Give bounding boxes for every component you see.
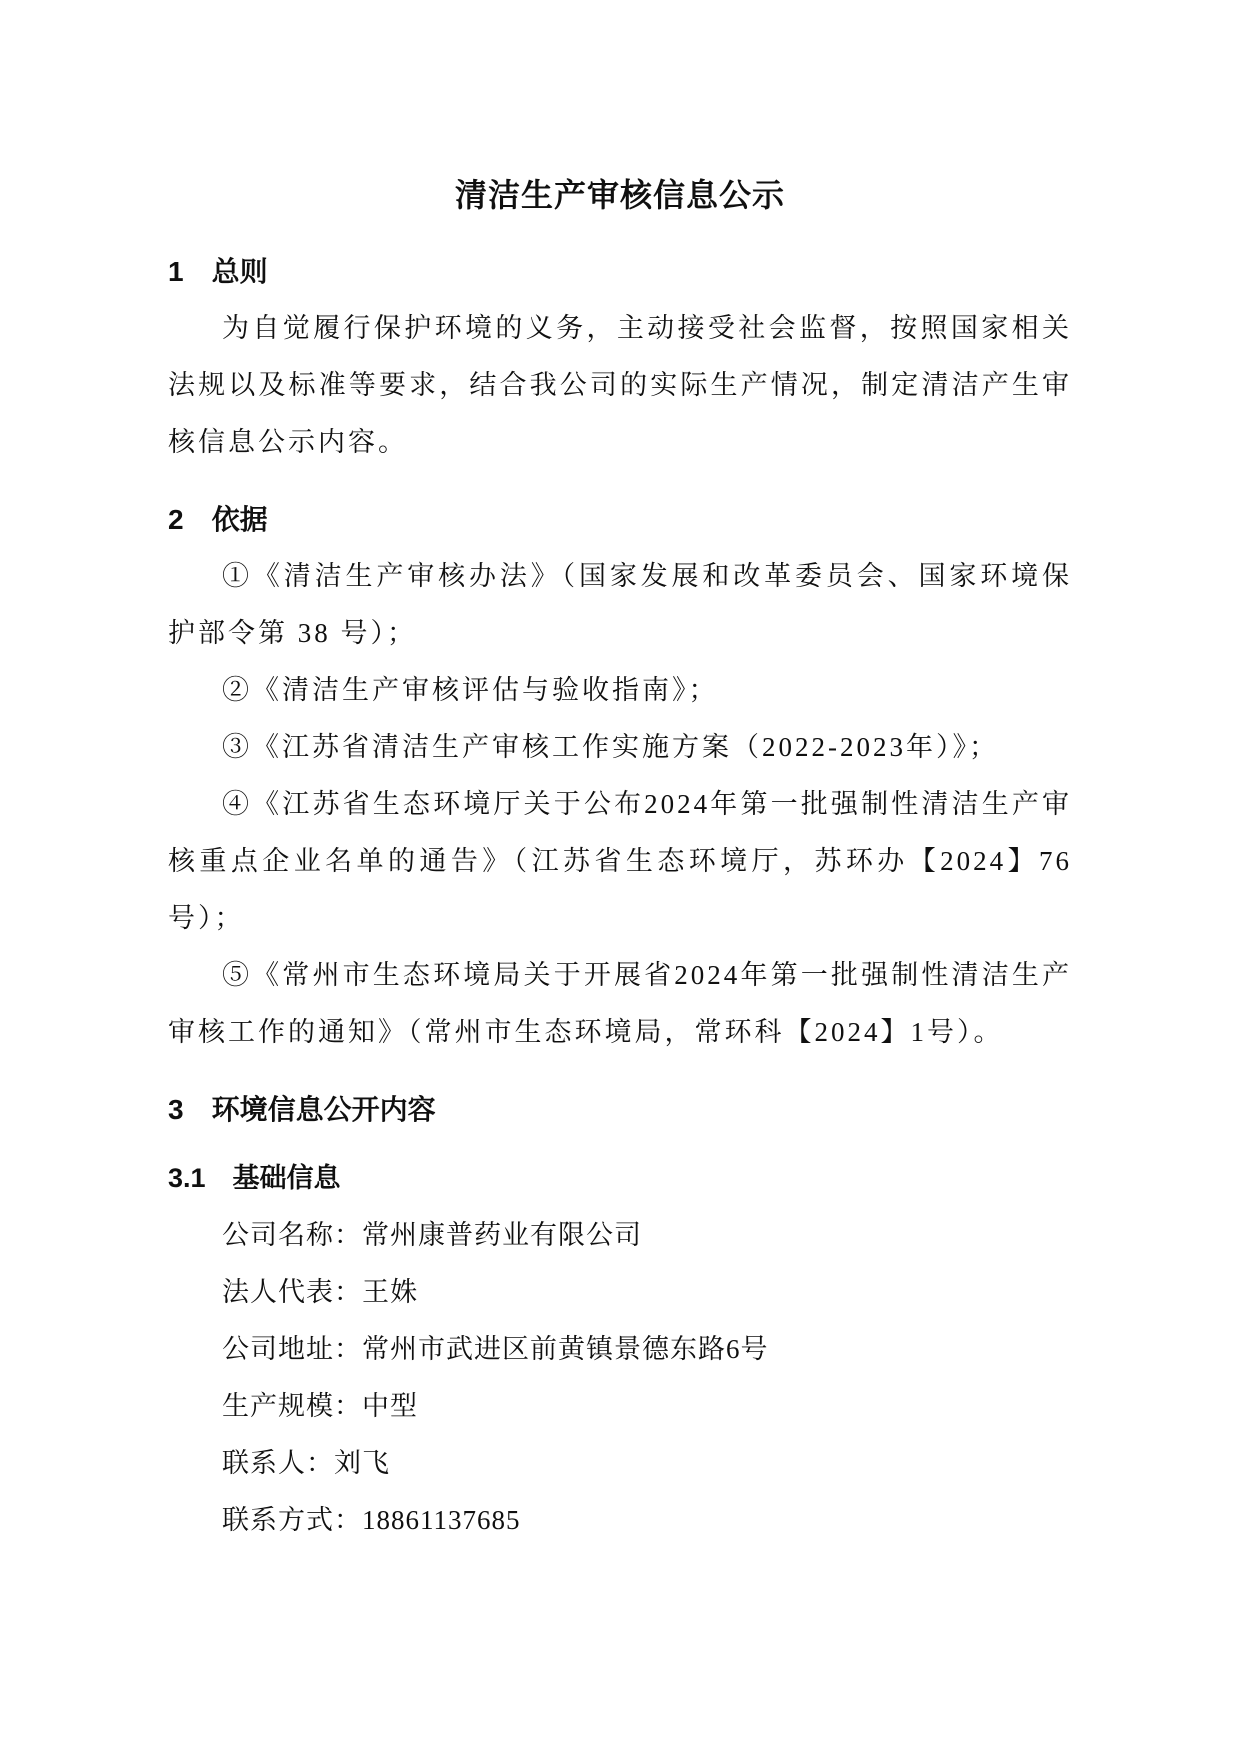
field-label: 公司名称： xyxy=(222,1220,362,1250)
field-value: 常州康普药业有限公司 xyxy=(362,1220,642,1250)
section-3-heading: 3 环境信息公开内容 xyxy=(168,1094,436,1125)
field-value: 刘飞 xyxy=(334,1448,390,1478)
field-value: 常州市武进区前黄镇景德东路6号 xyxy=(362,1334,769,1364)
field-label: 公司地址： xyxy=(222,1334,362,1364)
field-contact-number xyxy=(168,1492,1072,1549)
section-3-1-heading: 3.1 基础信息 xyxy=(168,1163,341,1193)
reference-item-3: ③《江苏省清洁生产审核工作实施方案（2022-2023年）》； xyxy=(222,732,999,762)
section-1-heading: 1 总则 xyxy=(168,256,268,287)
field-company-name xyxy=(168,1207,1072,1264)
field-label: 生产规模： xyxy=(222,1391,362,1421)
field-label: 联系人： xyxy=(222,1448,334,1478)
reference-item-4: ④《江苏省生态环境厅关于公布2024年第一批强制性清洁生产审核重点企业名单的通告》（江苏省生态环境厅，苏环办【2024】76 号）； xyxy=(168,789,1072,933)
section-1-paragraph: 为自觉履行保护环境的义务，主动接受社会监督，按照国家相关法规以及标准等要求，结合我公司的实际生产情况，制定清洁产生审核信息公示内容。 xyxy=(168,313,1072,457)
field-value: 王姝 xyxy=(362,1277,418,1307)
field-production-scale xyxy=(168,1378,1072,1435)
field-company-address xyxy=(168,1321,1072,1378)
reference-item-1: ①《清洁生产审核办法》（国家发展和改革委员会、国家环境保护部令第 38 号）； xyxy=(168,561,1072,648)
field-label: 法人代表： xyxy=(222,1277,362,1307)
field-value: 18861137685 xyxy=(362,1505,521,1535)
document-title: 清洁生产审核信息公示 xyxy=(454,177,785,213)
field-label: 联系方式： xyxy=(222,1505,362,1535)
reference-item-2: ②《清洁生产审核评估与验收指南》； xyxy=(222,675,719,705)
field-value: 中型 xyxy=(362,1391,418,1421)
field-contact-person xyxy=(168,1435,1072,1492)
field-legal-representative xyxy=(168,1264,1072,1321)
reference-item-5: ⑤《常州市生态环境局关于开展省2024年第一批强制性清洁生产审核工作的通知》（常州市生态环境局，常环科【2024】1号）。 xyxy=(168,960,1072,1047)
section-2-heading: 2 依据 xyxy=(168,504,268,535)
